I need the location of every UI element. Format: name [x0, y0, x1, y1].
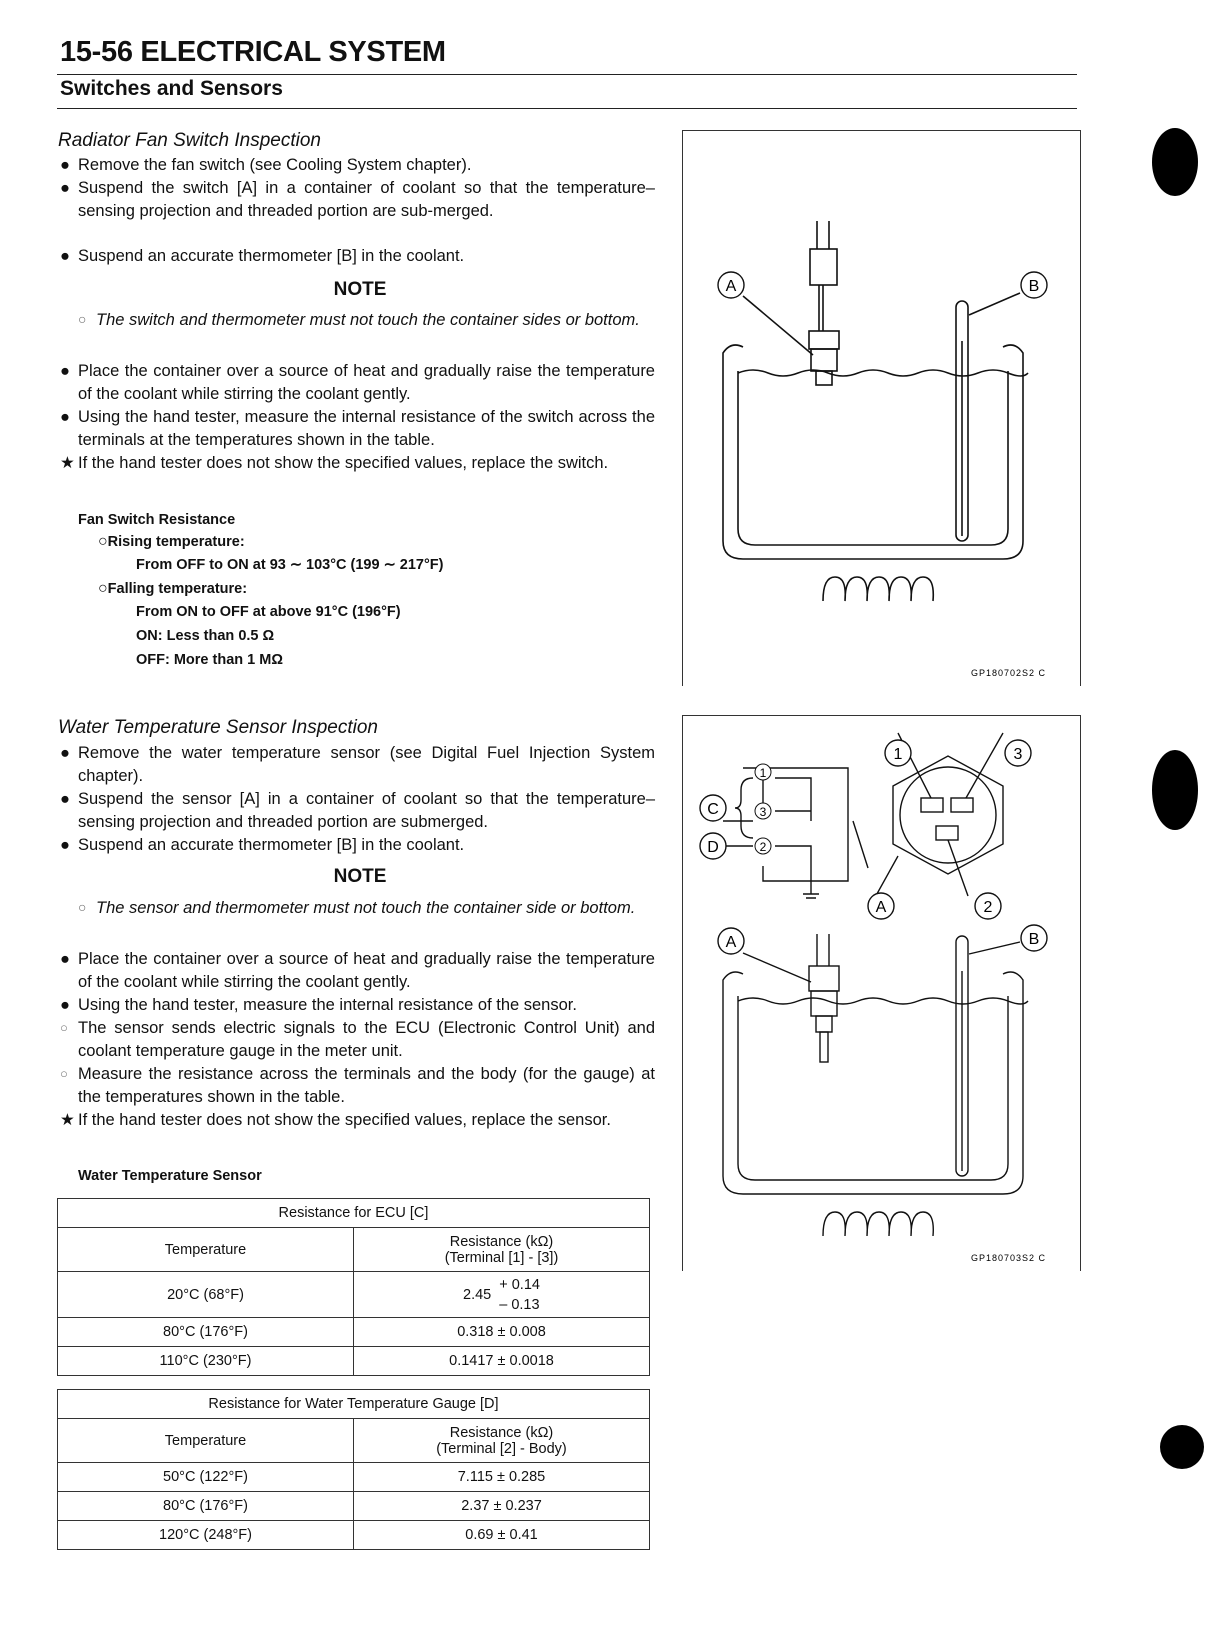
section-title-fan-switch: Radiator Fan Switch Inspection: [58, 130, 321, 151]
label-d: D: [707, 839, 719, 856]
binder-hole: [1160, 1425, 1204, 1469]
spec-rising-value: From OFF to ON at 93 ∼ 103°C (199 ∼ 217°F): [136, 557, 444, 573]
bullet-item: ● Suspend the sensor [A] in a container of coolant so that the temperature–sensing projection and threaded portion are submerged.: [60, 788, 655, 833]
label-c: C: [707, 801, 719, 818]
table-cell: [354, 1272, 650, 1318]
binder-hole: [1152, 750, 1198, 830]
table-header: Temperature: [58, 1228, 354, 1272]
star-text: If the hand tester does not show the specified values, replace the sensor.: [78, 1111, 611, 1129]
value-minus: – 0.13: [499, 1296, 540, 1313]
label-a: A: [725, 934, 737, 951]
label-b: B: [1028, 931, 1040, 948]
bullet-item: ● Suspend an accurate thermometer [B] in the coolant.: [60, 245, 655, 268]
table-gauge-resistance: [57, 1389, 650, 1550]
section-title-water-sensor: Water Temperature Sensor Inspection: [58, 717, 379, 738]
label-3: 3: [1013, 746, 1023, 763]
table-cell: 110°C (230°F): [58, 1347, 354, 1376]
table-cell: 0.1417 ± 0.0018: [354, 1347, 650, 1376]
table-cell: 80°C (176°F): [58, 1492, 354, 1521]
label-a: A: [725, 278, 737, 295]
spec-falling-label: Falling temperature:: [107, 581, 248, 597]
bullet-text: Suspend the sensor [A] in a container of coolant so that the temperature–sensing projection and threaded portion are submerged.: [78, 790, 655, 831]
bullet-text: Suspend the switch [A] in a container of coolant so that the temperature–sensing projection and threaded portion are sub-merged.: [78, 179, 655, 220]
table-title: Resistance for Water Temperature Gauge [D]: [58, 1390, 650, 1419]
table-cell: 50°C (122°F): [58, 1463, 354, 1492]
table-cell: 2.37 ± 0.237: [354, 1492, 650, 1521]
star-item: ★ If the hand tester does not show the specified values, replace the sensor.: [60, 1109, 655, 1132]
value-plus: + 0.14: [499, 1276, 540, 1293]
spec-on-value: ON: Less than 0.5 Ω: [136, 628, 275, 644]
terminal-1-label: 1: [759, 766, 767, 780]
table-cell: 120°C (248°F): [58, 1521, 354, 1550]
spec-rising: [98, 533, 245, 551]
header-line: Resistance (kΩ): [449, 1424, 554, 1441]
bullet-text: Suspend an accurate thermometer [B] in the coolant.: [78, 836, 465, 854]
bullet-item: ● Place the container over a source of heat and gradually raise the temperature of the coolant while stirring the coolant gently.: [60, 948, 655, 993]
spec-title: Water Temperature Sensor: [78, 1168, 262, 1184]
header-rule: [57, 74, 1077, 75]
bullet-item: ● Using the hand tester, measure the internal resistance of the switch across the terminals at the temperatures shown in the table.: [60, 406, 655, 451]
star-text: If the hand tester does not show the specified values, replace the switch.: [78, 454, 609, 472]
note-marker-icon: ○: [78, 899, 87, 915]
label-1: 1: [893, 746, 903, 763]
page-title: 15-56 ELECTRICAL SYSTEM: [60, 36, 446, 68]
bullet-item: ● Suspend an accurate thermometer [B] in the coolant.: [60, 834, 655, 857]
table-header: Temperature: [58, 1419, 354, 1463]
header-line: (Terminal [1] - [3]): [444, 1249, 559, 1266]
bullet-item: ● Remove the fan switch (see Cooling System chapter).: [60, 154, 655, 177]
spec-falling: [98, 580, 247, 598]
table-header: [354, 1419, 650, 1463]
label-2: 2: [983, 899, 993, 916]
spec-title: Fan Switch Resistance: [78, 512, 236, 528]
note-text: The sensor and thermometer must not touch the container side or bottom.: [96, 899, 636, 917]
value-base: 2.45: [463, 1286, 492, 1303]
figure-water-sensor: [682, 715, 1081, 1271]
note-marker-icon: ○: [78, 311, 87, 327]
circle-icon: ○: [98, 533, 108, 550]
bullet-text: Remove the fan switch (see Cooling System chapter).: [78, 156, 472, 174]
circle-icon: ○: [98, 580, 108, 597]
bullet-text: Remove the water temperature sensor (see Digital Fuel Injection System chapter).: [78, 744, 655, 785]
water-sensor-illustration: [683, 716, 1080, 1271]
table-title: Resistance for ECU [C]: [58, 1199, 650, 1228]
figure-fan-switch: [682, 130, 1081, 686]
bullet-item: ● Using the hand tester, measure the internal resistance of the sensor.: [60, 994, 655, 1017]
page-subtitle: Switches and Sensors: [60, 77, 283, 100]
subnote-text: The sensor sends electric signals to the ECU (Electronic Control Unit) and coolant temperature gauge in the meter unit.: [78, 1019, 655, 1060]
note-heading: NOTE: [333, 866, 387, 887]
subnote-item: ○ Measure the resistance across the terminals and the body (for the gauge) at the temperatures shown in the table.: [60, 1063, 655, 1108]
bullet-text: Using the hand tester, measure the internal resistance of the sensor.: [78, 996, 577, 1014]
spec-rising-label: Rising temperature:: [107, 534, 245, 550]
terminal-2-label: 2: [759, 840, 767, 854]
spec-off-value: OFF: More than 1 MΩ: [136, 652, 283, 668]
header-line: (Terminal [2] - Body): [436, 1440, 567, 1457]
table-cell: 0.69 ± 0.41: [354, 1521, 650, 1550]
table-ecu-resistance: [57, 1198, 650, 1376]
table-cell: 0.318 ± 0.008: [354, 1318, 650, 1347]
table-cell: 7.115 ± 0.285: [354, 1463, 650, 1492]
subnote-text: Measure the resistance across the terminals and the body (for the gauge) at the temperatures shown in the table.: [78, 1065, 655, 1106]
table-header: [354, 1228, 650, 1272]
header-rule-lower: [57, 108, 1077, 109]
table-cell: 80°C (176°F): [58, 1318, 354, 1347]
bullet-item: ● Remove the water temperature sensor (see Digital Fuel Injection System chapter).: [60, 742, 655, 787]
bullet-text: Suspend an accurate thermometer [B] in the coolant.: [78, 247, 465, 265]
bullet-text: Place the container over a source of heat and gradually raise the temperature of the coolant while stirring the coolant gently.: [78, 950, 655, 991]
note-heading: NOTE: [333, 279, 387, 300]
subnote-item: ○ The sensor sends electric signals to the ECU (Electronic Control Unit) and coolant temperature gauge in the meter unit.: [60, 1017, 655, 1062]
figure-code: GP180703S2 C: [971, 1253, 1047, 1263]
label-b: B: [1028, 278, 1040, 295]
bullet-text: Place the container over a source of heat and gradually raise the temperature of the coolant while stirring the coolant gently.: [78, 362, 655, 403]
fan-switch-illustration: [683, 131, 1080, 686]
bullet-item: ● Suspend the switch [A] in a container of coolant so that the temperature–sensing projection and threaded portion are sub-merged.: [60, 177, 655, 222]
note-text: The switch and thermometer must not touch the container sides or bottom.: [96, 311, 640, 329]
terminal-3-label: 3: [759, 805, 767, 819]
bullet-text: Using the hand tester, measure the internal resistance of the switch across the terminals at the temperatures shown in the table.: [78, 408, 655, 449]
star-item: ★ If the hand tester does not show the specified values, replace the switch.: [60, 452, 655, 475]
header-line: Resistance (kΩ): [449, 1233, 554, 1250]
spec-falling-value: From ON to OFF at above 91°C (196°F): [136, 604, 401, 620]
figure-code: GP180702S2 C: [971, 668, 1047, 678]
bullet-item: ● Place the container over a source of heat and gradually raise the temperature of the coolant while stirring the coolant gently.: [60, 360, 655, 405]
table-cell: 20°C (68°F): [58, 1272, 354, 1318]
binder-hole: [1152, 128, 1198, 196]
label-a-connector: A: [875, 899, 887, 916]
